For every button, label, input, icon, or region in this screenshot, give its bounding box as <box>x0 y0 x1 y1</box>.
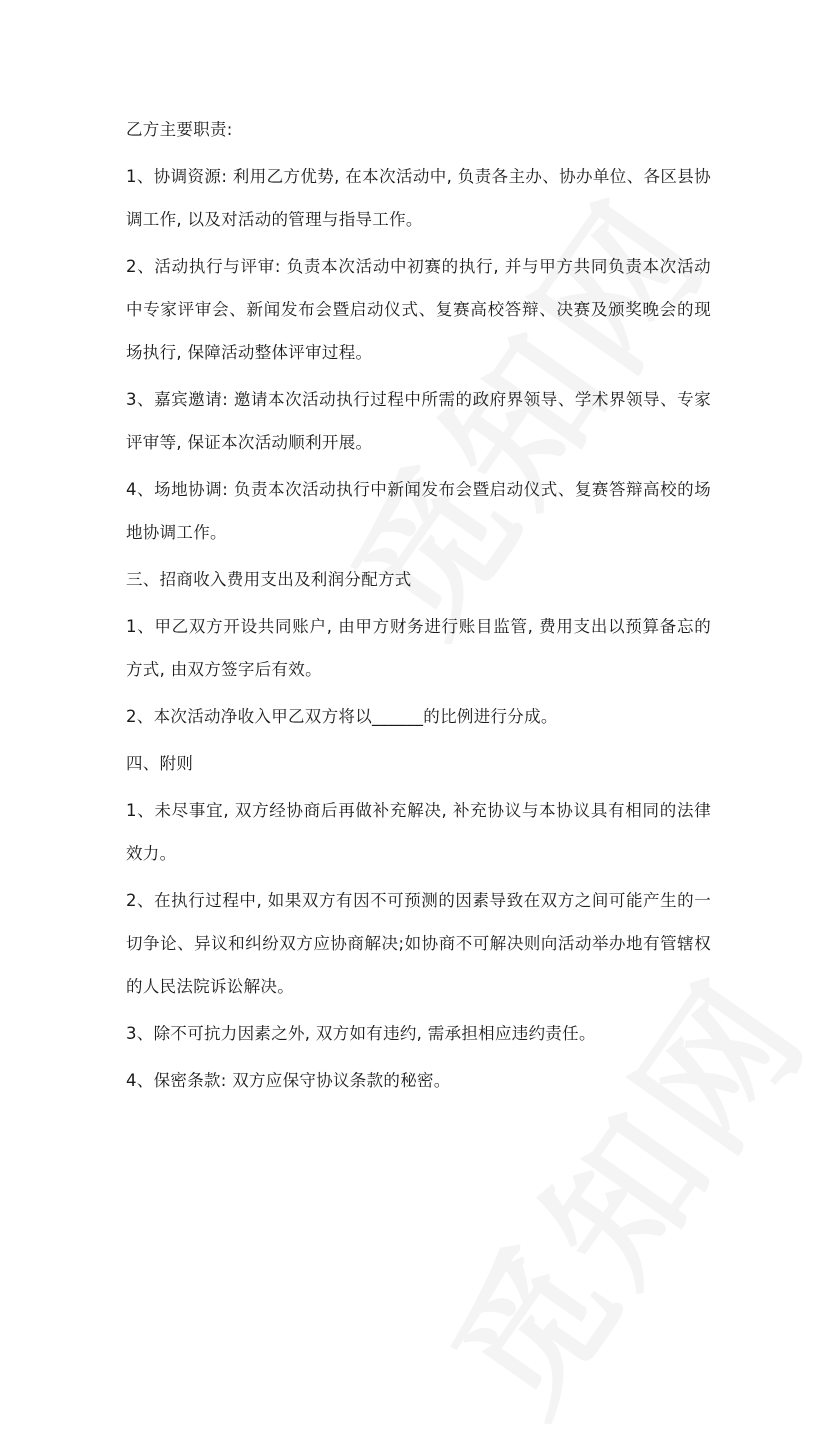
paragraph-joint-account: 1、甲乙双方开设共同账户, 由甲方财务进行账目监管, 费用支出以预算备忘的方式, 由双方签字后有效。 <box>126 617 711 679</box>
paragraph-net-income-split: 2、本次活动净收入甲乙双方将以______的比例进行分成。 <box>126 707 558 726</box>
section-heading-supplementary: 四、附则 <box>126 754 194 773</box>
paragraph-unresolved-matters: 1、未尽事宜, 双方经协商后再做补充解决, 补充协议与本协议具有相同的法律效力。 <box>126 801 711 863</box>
paragraph-breach-liability: 3、除不可抗力因素之外, 双方如有违约, 需承担相应违约责任。 <box>126 1024 596 1043</box>
paragraph-activity-execution-review: 2、活动执行与评审: 负责本次活动中初赛的执行, 并与甲方共同负责本次活动中专家评审会、新闻发布会暨启动仪式、复赛高校答辩、决赛及颁奖晚会的现场执行, 保障活动整体评审过程。 <box>126 257 711 362</box>
document-body <box>126 108 711 1106</box>
section-heading-revenue-distribution: 三、招商收入费用支出及利润分配方式 <box>126 570 412 589</box>
paragraph-party-b-duties-heading: 乙方主要职责: <box>126 120 233 139</box>
paragraph-guest-invitation: 3、嘉宾邀请: 邀请本次活动执行过程中所需的政府界领导、学术界领导、专家评审等, 保证本次活动顺利开展。 <box>126 390 711 452</box>
paragraph-confidentiality: 4、保密条款: 双方应保守协议条款的秘密。 <box>126 1071 451 1090</box>
paragraph-venue-coordination: 4、场地协调: 负责本次活动执行中新闻发布会暨启动仪式、复赛答辩高校的场地协调工作。 <box>126 480 711 542</box>
paragraph-dispute-resolution: 2、在执行过程中, 如果双方有因不可预测的因素导致在双方之间可能产生的一切争论、异议和纠纷双方应协商解决;如协商不可解决则向活动举办地有管辖权的人民法院诉讼解决。 <box>126 891 711 996</box>
paragraph-coordinate-resources: 1、协调资源: 利用乙方优势, 在本次活动中, 负责各主办、协办单位、各区县协调工作, 以及对活动的管理与指导工作。 <box>126 167 711 229</box>
